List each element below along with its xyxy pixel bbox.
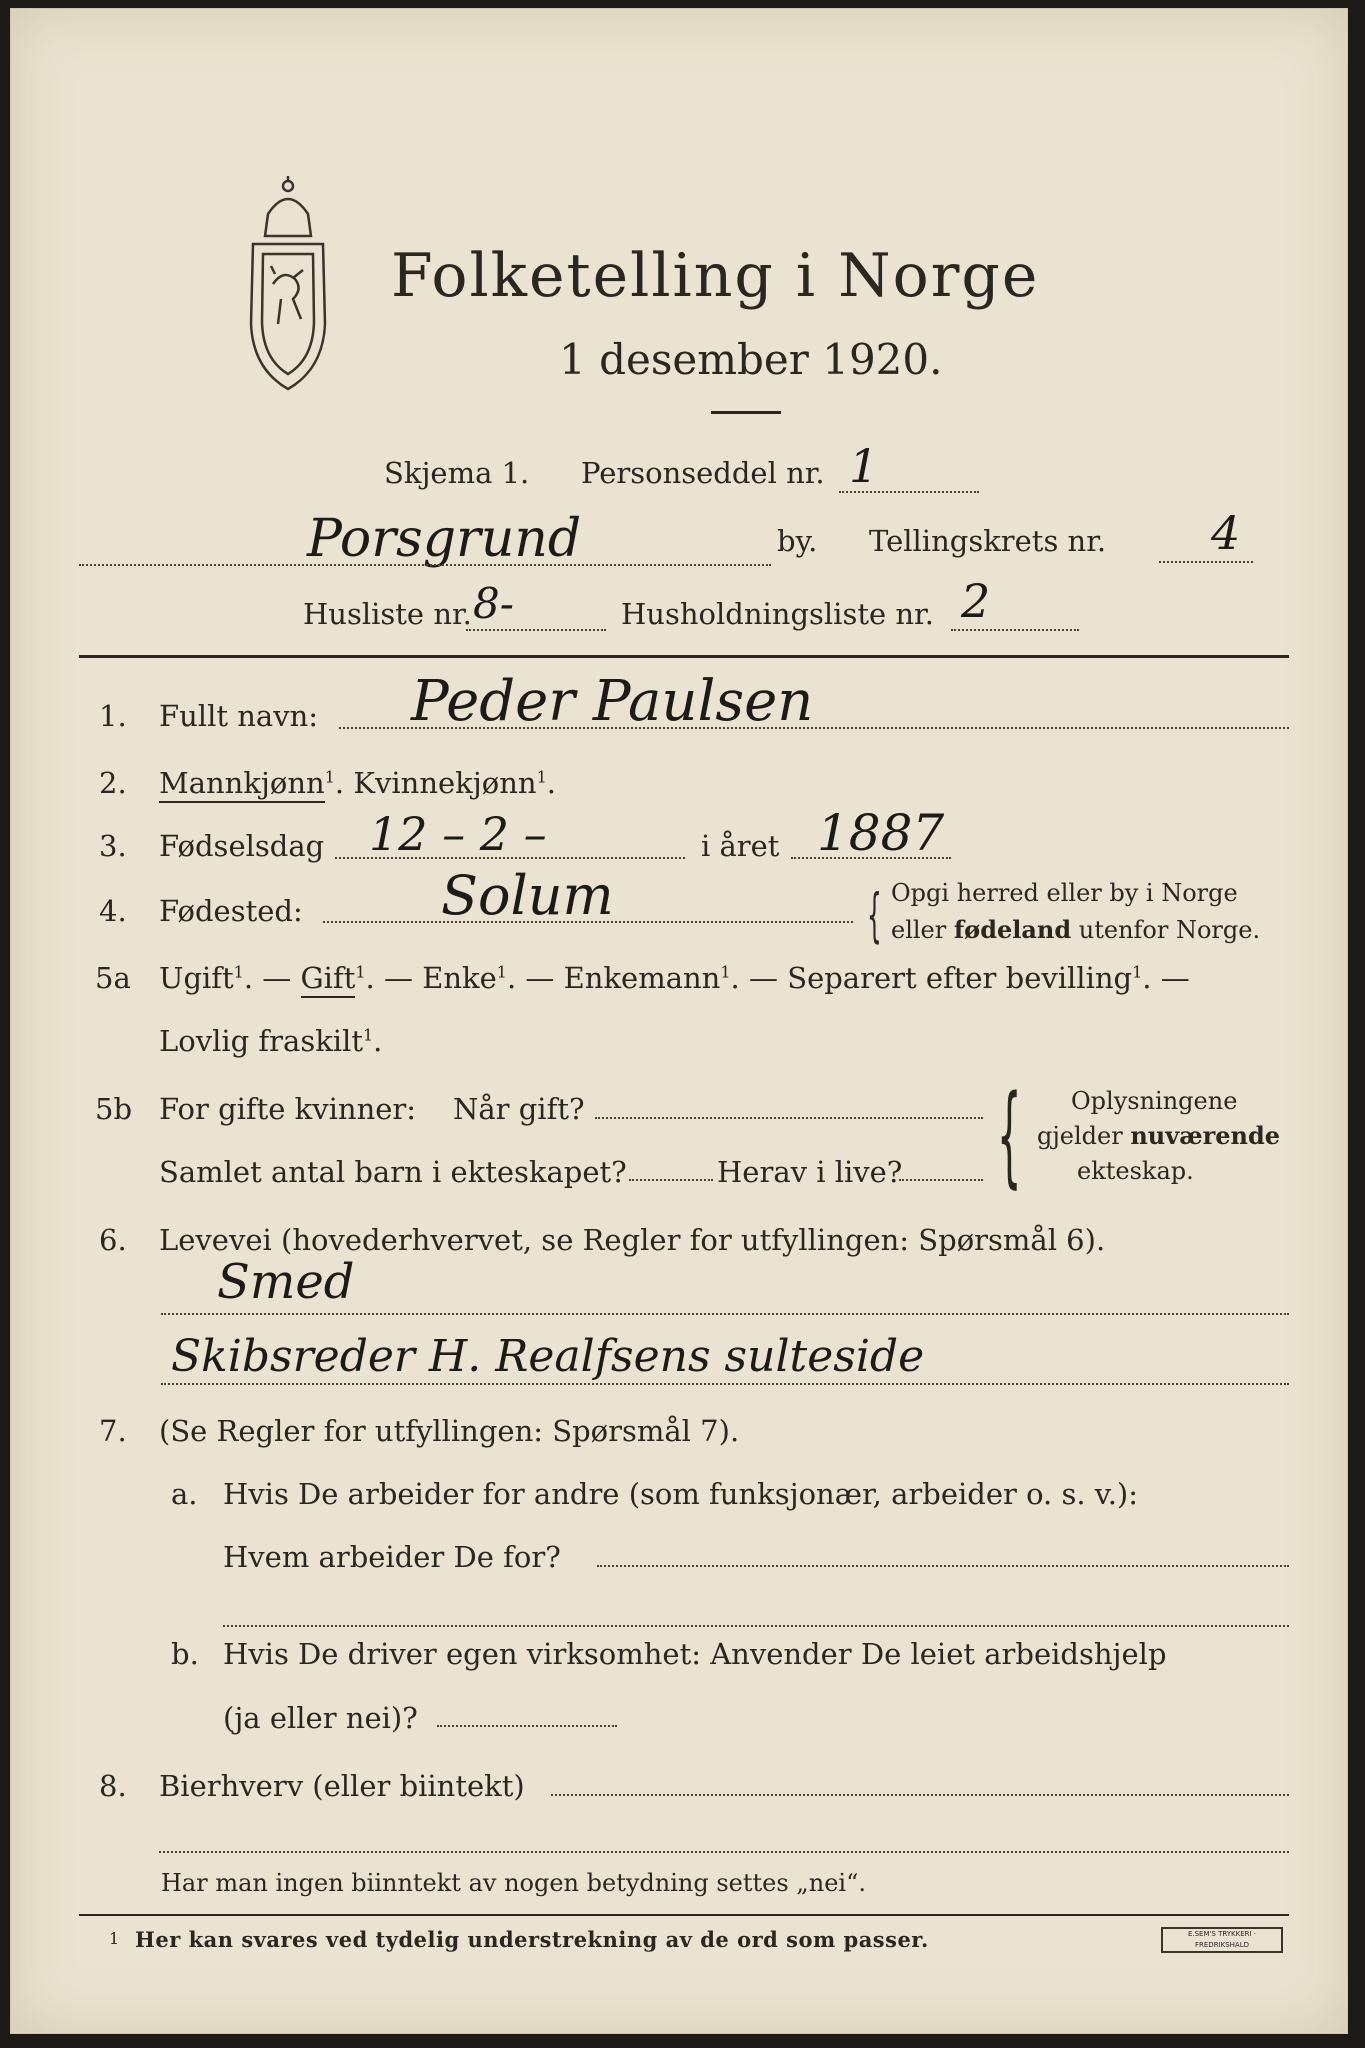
q5a-number: 5a	[95, 961, 131, 995]
q6-dots-2	[161, 1383, 1289, 1385]
census-form-sheet	[10, 8, 1348, 2034]
tellingskrets-value: 4	[1211, 506, 1241, 560]
q6-dots-1	[161, 1313, 1289, 1315]
q5b-naar-gift-label: Når gift?	[453, 1092, 585, 1126]
personseddel-value: 1	[849, 439, 879, 493]
q4-number: 4.	[99, 894, 127, 928]
q2-number: 2.	[99, 766, 127, 800]
q5a-gift-underlined: Gift	[301, 961, 356, 998]
q6-label: Levevei (hovederhvervet, se Regler for utfyllingen: Spørsmål 6).	[159, 1223, 1106, 1257]
q4-dots	[323, 921, 853, 923]
footnote-mark: 1	[109, 1929, 120, 1948]
husliste-value: 8-	[473, 579, 514, 628]
q1-full-name-value: Peder Paulsen	[411, 669, 814, 734]
q2-options: Mannkjønn$^1$. Kvinnekjønn$^1$.	[159, 766, 556, 800]
q6-employer-value: Skibsreder H. Realfsens sulteside	[171, 1331, 925, 1382]
q7-number: 7.	[99, 1414, 127, 1448]
q5b-herav-dots	[899, 1179, 983, 1181]
q3-year-value: 1887	[817, 804, 945, 862]
q8-note: Har man ingen biinntekt av nogen betydning settes „nei“.	[161, 1869, 866, 1897]
q5b-note-line3: ekteskap.	[1077, 1157, 1194, 1185]
q5b-barn-dots	[629, 1179, 713, 1181]
q3-dots	[335, 857, 685, 859]
q5a-fraskilt: Lovlig fraskilt	[159, 1024, 363, 1058]
q7a-text: Hvis De arbeider for andre (som funksjonær, arbeider o. s. v.):	[223, 1477, 1139, 1511]
q5b-herav-label: Herav i live?	[717, 1155, 903, 1189]
q8-dots-1	[551, 1794, 1289, 1796]
place-dots	[79, 564, 771, 566]
husholdning-dots	[951, 629, 1079, 631]
coat-of-arms-emblem	[233, 174, 343, 394]
husholdning-value: 2	[961, 574, 991, 628]
q1-dots	[339, 727, 1289, 729]
q5a-enke: Enke	[422, 961, 497, 995]
q4-note-line1: Opgi herred eller by i Norge	[891, 879, 1238, 907]
q5b-naar-gift-dots	[595, 1117, 983, 1119]
q3-label: Fødselsdag	[159, 829, 325, 863]
printer-stamp: E.SEM'S TRYKKERI · FREDRIKSHALD	[1161, 1927, 1283, 1953]
husliste-dots	[466, 629, 606, 631]
place-value: Porsgrund	[307, 509, 582, 569]
q8-number: 8.	[99, 1769, 127, 1803]
q7b-text2: (ja eller nei)?	[223, 1701, 418, 1735]
q3-birthday-value: 12 – 2 –	[369, 807, 547, 861]
q4-brace: {	[867, 881, 882, 949]
q2-kvinnekjonn: Kvinnekjønn	[353, 766, 537, 800]
q6-number: 6.	[99, 1223, 127, 1257]
q7b-letter: b.	[171, 1637, 199, 1671]
q5a-options: Ugift$^1$. — Gift$^1$. — Enke$^1$. — Enkemann$^1$. — Separert efter bevilling$^1$. —	[159, 961, 1190, 995]
q3-number: 3.	[99, 829, 127, 863]
skjema-label: Skjema 1.	[384, 456, 530, 490]
q2-mannkjonn-underlined: Mannkjønn	[159, 766, 325, 803]
q5b-note-line1: Oplysningene	[1071, 1087, 1238, 1115]
q5a-separert: Separert efter bevilling	[787, 961, 1133, 995]
q5a-ugift: Ugift	[159, 961, 234, 995]
q8-label: Bierhverv (eller biintekt)	[159, 1769, 525, 1803]
footnote-text: Her kan svares ved tydelig understrekning av de ord som passer.	[135, 1927, 929, 1952]
by-label: by.	[777, 524, 818, 558]
q4-label: Fødested:	[159, 894, 303, 928]
title-divider	[711, 411, 781, 414]
q6-occupation-value: Smed	[217, 1254, 355, 1310]
personseddel-label: Personseddel nr.	[581, 456, 825, 490]
q1-number: 1.	[99, 699, 127, 733]
q7-label: (Se Regler for utfyllingen: Spørsmål 7).	[159, 1414, 740, 1448]
q1-label: Fullt navn:	[159, 699, 319, 733]
tellingskrets-dots	[1159, 561, 1253, 563]
q5b-note-line2: gjelder nuværende	[1037, 1121, 1281, 1150]
q5a-fraskilt-line: Lovlig fraskilt$^1$.	[159, 1024, 383, 1058]
husholdning-label: Husholdningsliste nr.	[621, 597, 934, 631]
q7b-text: Hvis De driver egen virksomhet: Anvender De leiet arbeidshjelp	[223, 1637, 1167, 1671]
q5b-barn-label: Samlet antal barn i ekteskapet?	[159, 1155, 627, 1189]
q5b-number: 5b	[95, 1092, 133, 1126]
page-title: Folketelling i Norge	[391, 241, 1040, 311]
personseddel-dots	[839, 491, 979, 493]
q8-dots-2	[159, 1851, 1289, 1853]
q5b-label: For gifte kvinner:	[159, 1092, 417, 1126]
husliste-label: Husliste nr.	[303, 597, 472, 631]
q4-note-line2: eller fødeland utenfor Norge.	[891, 915, 1261, 944]
footnote-divider	[79, 1914, 1289, 1916]
q5a-enkemann: Enkemann	[563, 961, 721, 995]
q4-birthplace-value: Solum	[441, 864, 614, 927]
header-divider	[79, 655, 1289, 658]
q5b-brace: {	[997, 1071, 1022, 1199]
q7a-dots-2	[223, 1625, 1289, 1627]
census-date: 1 desember 1920.	[559, 335, 943, 384]
q3-year-dots	[791, 857, 951, 859]
q7b-dots	[437, 1725, 617, 1727]
q7a-letter: a.	[171, 1477, 198, 1511]
tellingskrets-label: Tellingskrets nr.	[869, 524, 1107, 558]
q7a-dots-1	[597, 1565, 1289, 1567]
q7a-text2: Hvem arbeider De for?	[223, 1540, 561, 1574]
q3-year-label: i året	[701, 829, 780, 863]
